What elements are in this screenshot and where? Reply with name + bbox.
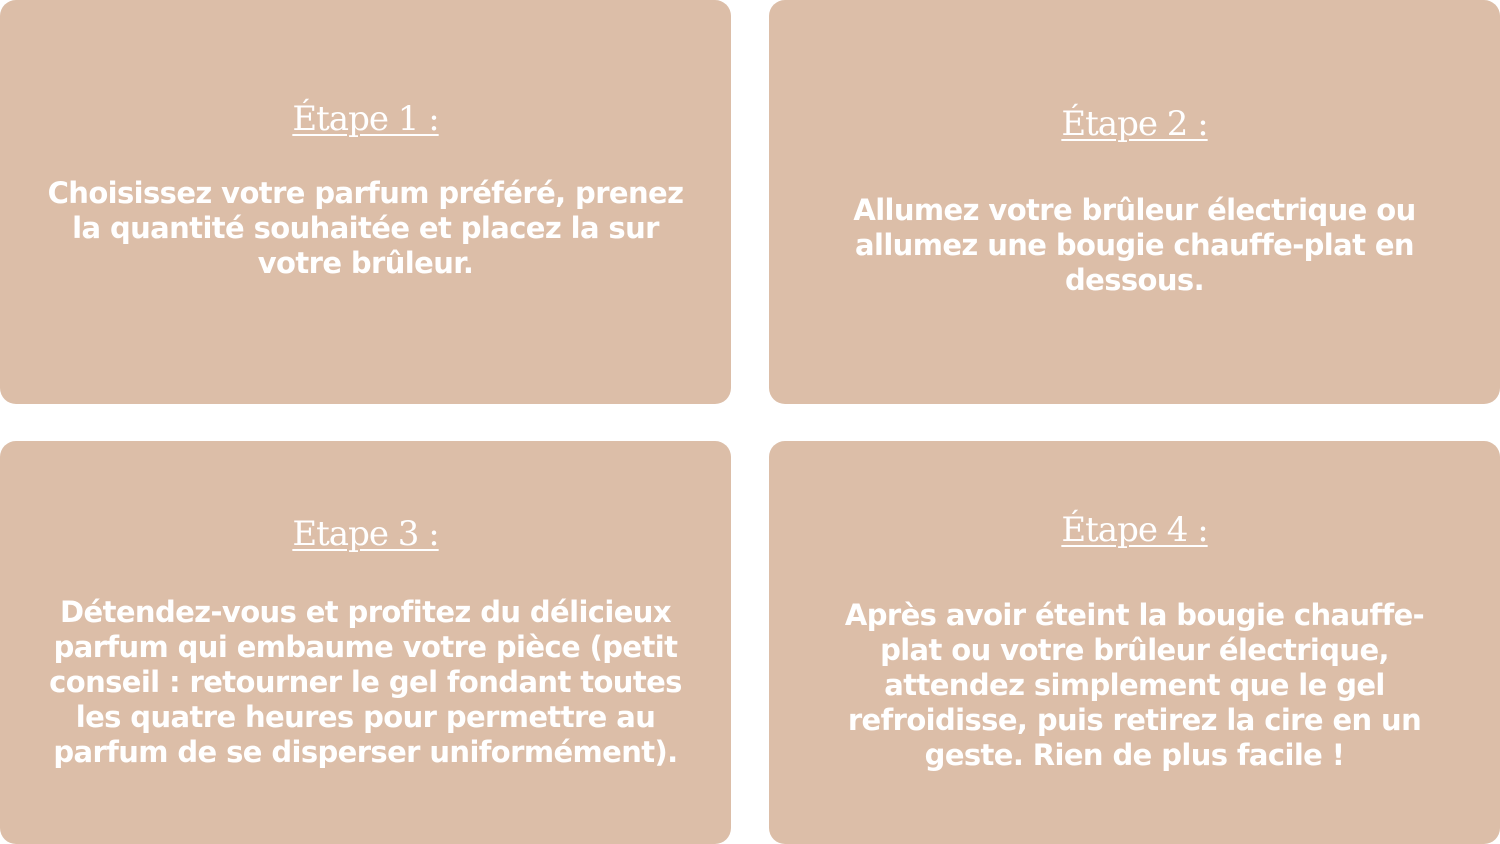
step-description: Détendez-vous et profitez du délicieux parfum qui embaume votre pièce (petit conseil : retourner le gel fondant toutes les quatre heures pour permettre au parfum de se disperser uniformément). (49, 595, 682, 769)
step-title: Étape 4 : (1061, 510, 1208, 550)
step-title: Etape 3 : (292, 514, 439, 554)
step-card-4 (769, 441, 1500, 844)
step-card-3 (0, 441, 731, 844)
step-description: Allumez votre brûleur électrique ou allumez une bougie chauffe-plat en dessous. (853, 193, 1416, 297)
step-title: Étape 2 : (1061, 104, 1208, 144)
step-description: Choisissez votre parfum préféré, prenez la quantité souhaitée et placez la sur votre brûleur. (47, 176, 684, 280)
step-description: Après avoir éteint la bougie chauffe-plat ou votre brûleur électrique, attendez simplement que le gel refroidisse, puis retirez la cire en un geste. Rien de plus facile ! (844, 598, 1425, 772)
step-title: Étape 1 : (292, 99, 439, 139)
step-card-2 (769, 0, 1500, 404)
step-card-1 (0, 0, 731, 404)
